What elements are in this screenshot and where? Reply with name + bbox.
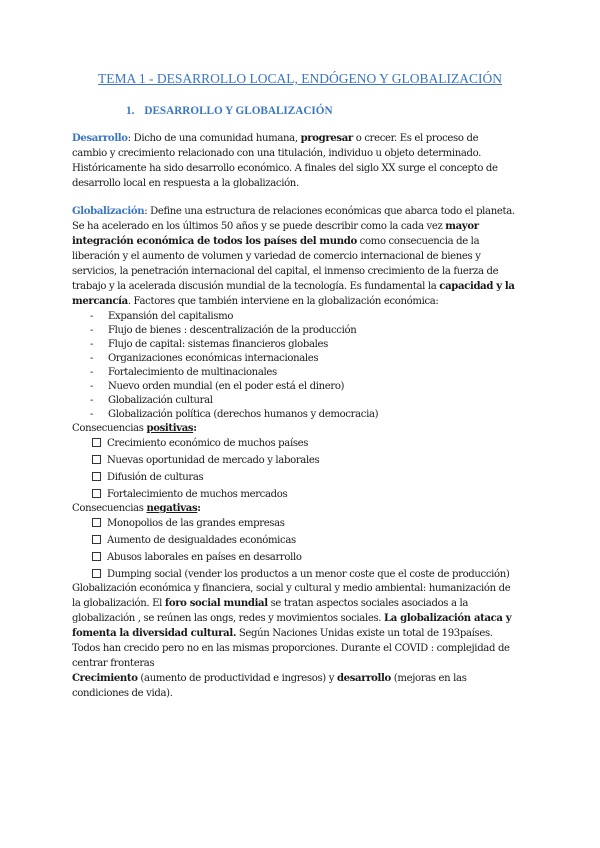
- checklist-item: [92, 517, 285, 531]
- list-item: [90, 338, 328, 352]
- checkbox-icon: [92, 472, 101, 481]
- checklist-item-text: Abusos laborales en países en desarrollo: [107, 552, 302, 563]
- cierre-line-7: [72, 672, 467, 686]
- text-span: Se ha acelerado en los últimos 50 años y se puede describir como la cada vez: [72, 221, 446, 232]
- cierre-line-1: Globalización económica y financiera, social y cultural y medio ambiental: humanización de: [72, 583, 511, 594]
- list-item-text: Expansión del capitalismo: [108, 311, 234, 322]
- list-item: [90, 394, 213, 408]
- list-item-text: Organizaciones económicas internacionales: [108, 353, 319, 364]
- checklist-item: [92, 437, 308, 451]
- checklist-item: [92, 471, 203, 485]
- list-item-text: Fortalecimiento de multinacionales: [108, 367, 277, 378]
- dash-marker: -: [90, 325, 94, 336]
- globalizacion-line-7: [72, 295, 438, 309]
- list-item: [90, 310, 233, 324]
- dash-marker: -: [90, 395, 94, 406]
- bold-span: capacidad y la: [439, 281, 515, 292]
- text-span: : Define una estructura de relaciones económicas que abarca todo el planeta.: [144, 206, 515, 217]
- cierre-line-8: condiciones de vida).: [72, 688, 173, 699]
- cierre-line-6: centrar fronteras: [72, 658, 155, 669]
- globalizacion-term: Globalización: [72, 206, 145, 217]
- list-item: [90, 324, 356, 338]
- text-span: se tratan aspectos sociales asociados a la: [267, 598, 469, 609]
- text-span: como consecuencia de la: [356, 236, 480, 247]
- checklist-item: [92, 488, 287, 502]
- text-span: Consecuencias: [72, 503, 147, 514]
- checkbox-icon: [92, 552, 101, 561]
- text-span: la globalización. El: [72, 598, 165, 609]
- desarrollo-line-4: desarrollo local en respuesta a la globalización.: [72, 178, 299, 189]
- desarrollo-line-1: [72, 132, 478, 146]
- dash-marker: -: [90, 353, 94, 364]
- globalizacion-line-2: [72, 220, 479, 234]
- checklist-item-text: Crecimiento económico de muchos países: [107, 438, 309, 449]
- checkbox-icon: [92, 438, 101, 447]
- text-span: Según Naciones Unidas existe un total de 193países.: [235, 628, 493, 639]
- dash-marker: -: [90, 367, 94, 378]
- checklist-item-text: Nuevas oportunidad de mercado y laborales: [107, 455, 320, 466]
- list-item-text: Globalización cultural: [108, 395, 213, 406]
- globalizacion-line-1: [72, 205, 515, 219]
- list-item: [90, 408, 378, 422]
- bold-span: Crecimiento: [72, 673, 138, 684]
- bold-span: progresar: [300, 133, 353, 144]
- desarrollo-line-2: cambio y crecimiento relacionado con una titulación, individuo u objeto determinado.: [72, 148, 482, 159]
- bold-span: integración económica de todos los países del mundo: [72, 236, 357, 247]
- section-heading: [126, 105, 333, 117]
- checklist-item-text: Aumento de desigualdades económicas: [107, 535, 296, 546]
- document-title: TEMA 1 - DESARROLLO LOCAL, ENDÓGENO Y GLOBALIZACIÓN: [98, 71, 502, 86]
- bold-span: :: [193, 423, 197, 434]
- list-item-text: Globalización política (derechos humanos y democracia): [108, 409, 379, 420]
- checklist-item: [92, 568, 510, 582]
- checklist-item-text: Monopolios de las grandes empresas: [107, 518, 285, 529]
- list-item-text: Flujo de capital: sistemas financieros globales: [108, 339, 328, 350]
- cierre-line-2: [72, 597, 468, 611]
- list-item-text: Nuevo orden mundial (en el poder está el dinero): [108, 381, 345, 392]
- cierre-line-3: [72, 612, 511, 626]
- negativas-heading: [72, 502, 201, 516]
- checklist-item-text: Dumping social (vender los productos a un menor coste que el coste de producción): [107, 569, 510, 580]
- bold-span: :: [197, 503, 201, 514]
- checkbox-icon: [92, 455, 101, 464]
- text-span: : Dicho de una comunidad humana,: [127, 133, 301, 144]
- dash-marker: -: [90, 381, 94, 392]
- checkbox-icon: [92, 569, 101, 578]
- checklist-item: [92, 454, 319, 468]
- cierre-line-4: [72, 627, 493, 641]
- globalizacion-line-4: liberación y el aumento de volumen y variedad de comercio internacional de bienes y: [72, 251, 481, 262]
- bold-span: mercancía: [72, 296, 128, 307]
- section-heading-text: DESARROLLO Y GLOBALIZACIÓN: [144, 105, 333, 117]
- text-span: Consecuencias: [72, 423, 147, 434]
- text-span: (aumento de productividad e ingresos) y: [137, 673, 337, 684]
- bold-span: La globalización ataca y: [384, 613, 512, 624]
- dash-marker: -: [90, 311, 94, 322]
- desarrollo-term: Desarrollo: [72, 133, 128, 144]
- bold-span: desarrollo: [336, 673, 391, 684]
- checkbox-icon: [92, 489, 101, 498]
- globalizacion-line-3: [72, 235, 479, 249]
- text-span: globalización , se reúnen las ongs, redes y movimientos sociales.: [72, 613, 385, 624]
- text-span: o crecer. Es el proceso de: [352, 133, 479, 144]
- section-number: 1.: [126, 105, 135, 117]
- checklist-item-text: Difusión de culturas: [107, 472, 204, 483]
- list-item-text: Flujo de bienes : descentralización de la producción: [108, 325, 357, 336]
- underlined-span: positivas: [146, 423, 194, 434]
- text-span: trabajo y la acelerada discusión mundial de la tecnología. Es fundamental la: [72, 281, 440, 292]
- checkbox-icon: [92, 535, 101, 544]
- checkbox-icon: [92, 518, 101, 527]
- dash-marker: -: [90, 409, 94, 420]
- underlined-span: negativas: [146, 503, 198, 514]
- desarrollo-line-3: Históricamente ha sido desarrollo económico. A finales del siglo XX surge el concepto de: [72, 163, 498, 174]
- globalizacion-line-5: servicios, la penetración internacional del capital, el inmenso crecimiento de la fuerza de: [72, 266, 499, 277]
- text-span: (mejoras en las: [390, 673, 467, 684]
- text-span: . Factores que también interviene en la globalización económica:: [127, 296, 439, 307]
- list-item: [90, 366, 277, 380]
- positivas-heading: [72, 422, 197, 436]
- checklist-item: [92, 551, 302, 565]
- cierre-line-5: Todos han crecido pero no en las mismas proporciones. Durante el COVID : complejidad de: [72, 643, 510, 654]
- list-item: [90, 352, 318, 366]
- checklist-item-text: Fortalecimiento de muchos mercados: [107, 489, 288, 500]
- bold-span: mayor: [445, 221, 479, 232]
- checklist-item: [92, 534, 296, 548]
- globalizacion-line-6: [72, 280, 515, 294]
- list-item: [90, 380, 344, 394]
- bold-span: foro social mundial: [164, 598, 268, 609]
- bold-span: fomenta la diversidad cultural.: [72, 628, 236, 639]
- dash-marker: -: [90, 339, 94, 350]
